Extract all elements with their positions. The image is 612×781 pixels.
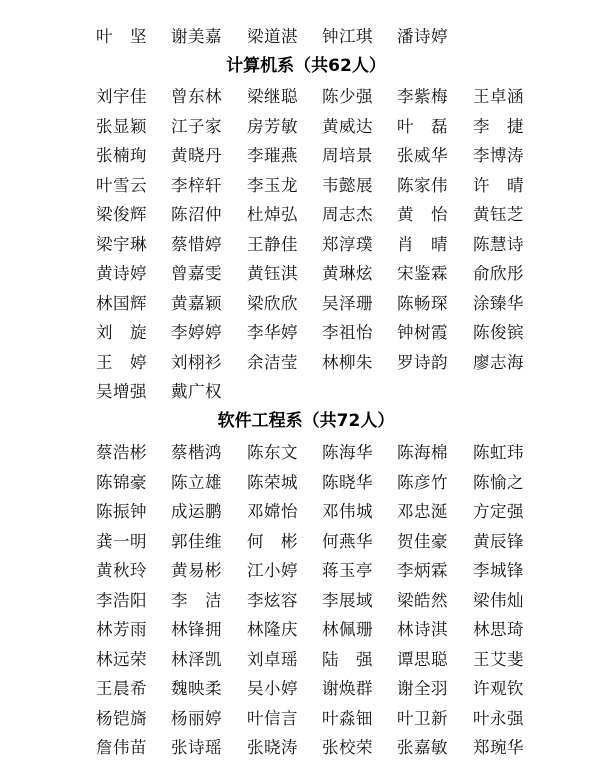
- student-name: 邓忠涎: [397, 502, 448, 521]
- student-name: 陈锦豪: [96, 472, 147, 492]
- student-name: 林国辉: [96, 293, 147, 313]
- student-name: 林远荣: [96, 649, 147, 669]
- student-name: 郭佳维: [171, 531, 222, 551]
- student-name: 王静佳: [247, 234, 298, 254]
- student-name: 李梓轩: [171, 175, 222, 195]
- student-name: 王晨希: [96, 679, 147, 698]
- name-row: [96, 674, 536, 703]
- student-name: 蔡楷鸿: [171, 443, 222, 462]
- student-name: 钟树霞: [397, 323, 448, 342]
- name-row: [96, 259, 536, 288]
- student-name: 陈彦竹: [397, 472, 448, 492]
- student-name: 梁宇琳: [96, 234, 147, 254]
- student-name: 张诗瑶: [171, 738, 222, 757]
- student-name: 潘诗婷: [397, 27, 448, 46]
- student-name: 李华婷: [247, 323, 298, 342]
- student-name: 黄辰锋: [473, 531, 524, 551]
- student-name: 李展域: [322, 590, 373, 610]
- student-name: 余洁莹: [247, 352, 298, 372]
- student-name: 李祖怡: [322, 323, 373, 342]
- student-name: 陈荣城: [247, 472, 298, 492]
- student-name: 许 晴: [473, 175, 524, 195]
- student-name: 叶信言: [247, 708, 298, 728]
- student-name: 陈虹玮: [473, 443, 524, 462]
- student-name: 陈畅琛: [397, 293, 448, 313]
- student-name: 钟江琪: [322, 27, 373, 46]
- student-name: 郑淳璞: [322, 234, 373, 254]
- student-name: 蒋玉亭: [322, 561, 373, 580]
- student-name: 陈海华: [322, 443, 373, 462]
- student-name: 肖 晴: [397, 234, 448, 254]
- student-name: 叶淼钿: [322, 708, 373, 728]
- student-name: 黄钰淇: [247, 264, 298, 283]
- student-name: 陈振钟: [96, 502, 147, 521]
- student-name: 林柳朱: [322, 352, 373, 372]
- student-name: 陈沼仲: [171, 205, 222, 224]
- name-row: [96, 615, 536, 644]
- section-heading-software-engineering: 软件工程系（共72人）: [217, 411, 395, 431]
- student-name: 林隆庆: [247, 620, 298, 639]
- student-name: 李 捷: [473, 116, 524, 136]
- student-name: 吴小婷: [247, 679, 298, 698]
- name-row: [96, 556, 536, 585]
- name-row: [96, 82, 536, 111]
- name-row: [96, 230, 536, 259]
- student-name: 周培景: [322, 146, 373, 165]
- student-name: 韦懿展: [322, 175, 373, 195]
- name-row: [96, 200, 536, 229]
- student-name: 黄钰芝: [473, 205, 524, 224]
- student-name: 谢全羽: [397, 679, 448, 698]
- student-name: 陈愉之: [473, 472, 524, 492]
- name-row: [96, 171, 536, 200]
- student-name: 邓嫦怡: [247, 502, 298, 521]
- student-name: 林芳雨: [96, 620, 147, 639]
- name-row: [96, 733, 536, 762]
- student-name: 梁皓然: [397, 590, 448, 610]
- student-name: 梁伟灿: [473, 590, 524, 610]
- student-name: 涂臻华: [473, 293, 524, 313]
- student-name: 谭思聪: [397, 649, 448, 669]
- student-name: 成运鹏: [171, 502, 222, 521]
- name-row: [96, 348, 536, 377]
- student-name: 林思琦: [473, 620, 524, 639]
- student-name: 吴增强: [96, 382, 147, 401]
- student-name: 曾东林: [171, 87, 222, 106]
- student-name: 龚一明: [96, 531, 147, 551]
- student-name: 李 洁: [171, 590, 222, 610]
- name-row: [96, 438, 536, 467]
- student-name: 梁俊辉: [96, 205, 147, 224]
- student-name: 叶 坚: [96, 27, 147, 46]
- name-row: [96, 497, 536, 526]
- student-name: 李城锋: [473, 561, 524, 580]
- student-name: 叶 磊: [397, 116, 448, 136]
- student-name: 张威华: [397, 146, 448, 165]
- student-name: 李婷婷: [171, 323, 222, 342]
- name-row: [96, 22, 536, 51]
- student-name: 林锋拥: [171, 620, 222, 639]
- student-name: 黄诗婷: [96, 264, 147, 283]
- student-name: 梁继聪: [247, 87, 298, 106]
- name-row: [96, 318, 536, 347]
- student-name: 林佩珊: [322, 620, 373, 639]
- student-name: 刘卓瑶: [247, 649, 298, 669]
- student-name: 叶永强: [473, 708, 524, 728]
- student-name: 林诗淇: [397, 620, 448, 639]
- student-name: 黄威达: [322, 116, 373, 136]
- student-name: 江子家: [171, 116, 222, 136]
- student-name: 何 彬: [247, 531, 298, 551]
- student-name: 王 婷: [96, 352, 147, 372]
- student-name: 梁欣欣: [247, 293, 298, 313]
- student-name: 黄嘉颖: [171, 293, 222, 313]
- name-row: [96, 527, 536, 556]
- student-name: 张嘉敏: [397, 738, 448, 757]
- student-name: 杜焯弘: [247, 205, 298, 224]
- section-heading-computer-science: 计算机系（共62人）: [226, 56, 386, 76]
- student-name: 罗诗韵: [397, 352, 448, 372]
- name-row: [96, 141, 536, 170]
- name-row: [96, 586, 536, 615]
- student-name: 杨丽婷: [171, 708, 222, 728]
- student-name: 黄易彬: [171, 561, 222, 580]
- student-name: 刘栩衫: [171, 352, 222, 372]
- student-name: 詹伟苗: [96, 738, 147, 757]
- student-name: 黄 怡: [397, 205, 448, 224]
- student-name: 蔡惜婷: [171, 234, 222, 254]
- student-name: 宋鉴霖: [397, 264, 448, 283]
- student-name: 李炳霖: [397, 561, 448, 580]
- student-name: 刘宇佳: [96, 87, 147, 106]
- student-name: 何燕华: [322, 531, 373, 551]
- student-name: 陈俊镔: [473, 323, 524, 342]
- student-name: 陈慧诗: [473, 234, 524, 254]
- student-name: 谢美嘉: [171, 27, 222, 46]
- student-name: 陈少强: [322, 87, 373, 106]
- student-name: 陈东文: [247, 443, 298, 462]
- student-name: 张显颖: [96, 116, 147, 136]
- student-name: 廖志海: [473, 352, 524, 372]
- student-name: 蔡浩彬: [96, 443, 147, 462]
- name-row: [96, 377, 536, 406]
- student-name: 李玉龙: [247, 175, 298, 195]
- student-name: 李紫梅: [397, 87, 448, 106]
- student-name: 刘 旋: [96, 323, 147, 342]
- student-name: 许观钦: [473, 679, 524, 698]
- student-name: 俞欣彤: [473, 264, 524, 283]
- student-name: 李浩阳: [96, 590, 147, 610]
- student-name: 杨铠旖: [96, 708, 147, 728]
- student-name: 陈家伟: [397, 175, 448, 195]
- student-name: 陈海棉: [397, 443, 448, 462]
- student-name: 叶卫新: [397, 708, 448, 728]
- student-name: 方定强: [473, 502, 524, 521]
- student-name: 黄晓丹: [171, 146, 222, 165]
- name-row: [96, 289, 536, 318]
- student-name: 江小婷: [247, 561, 298, 580]
- student-name: 魏映柔: [171, 679, 222, 698]
- student-name: 曾嘉雯: [171, 264, 222, 283]
- student-name: 梁道湛: [247, 27, 298, 46]
- student-name: 吴泽珊: [322, 293, 373, 313]
- student-name: 陆 强: [322, 649, 373, 669]
- student-name: 张晓涛: [247, 738, 298, 757]
- student-name: 黄琳炫: [322, 264, 373, 283]
- student-name: 李炫容: [247, 590, 298, 610]
- student-name: 陈晓华: [322, 472, 373, 492]
- name-row: [96, 468, 536, 497]
- student-name: 戴广权: [171, 382, 222, 401]
- student-name: 叶雪云: [96, 175, 147, 195]
- student-name: 王卓涵: [473, 87, 524, 106]
- student-name: 陈立雄: [171, 472, 222, 492]
- name-row: [96, 112, 536, 141]
- student-name: 林泽凯: [171, 649, 222, 669]
- student-name: 郑琬华: [473, 738, 524, 757]
- student-name: 谢焕群: [322, 679, 373, 698]
- student-name: 王艾斐: [473, 649, 524, 669]
- student-name: 黄秋玲: [96, 561, 147, 580]
- student-name: 李璀燕: [247, 146, 298, 165]
- student-name: 李博涛: [473, 146, 524, 165]
- student-name: 张楠珣: [96, 146, 147, 165]
- name-row: [96, 704, 536, 733]
- student-name: 张校荣: [322, 738, 373, 757]
- student-name: 贺佳豪: [397, 531, 448, 551]
- name-row: [96, 645, 536, 674]
- student-name: 邓伟城: [322, 502, 373, 521]
- student-name: 房芳敏: [247, 116, 298, 136]
- student-name: 周志杰: [322, 205, 373, 224]
